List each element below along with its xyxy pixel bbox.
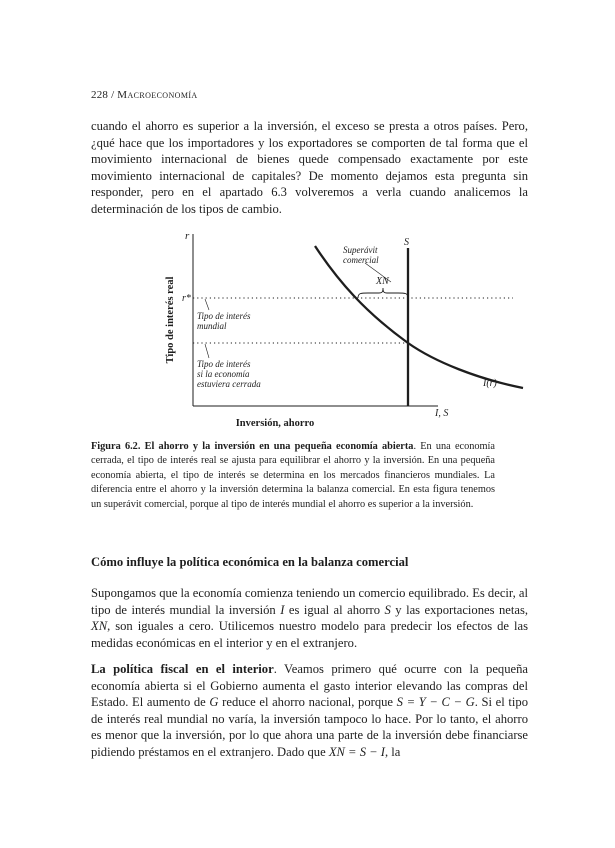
page-number: 228 [91,89,109,101]
header-separator: / [111,89,115,101]
closed-rate-label-line2: si la economía [197,369,250,379]
p2-symbol-s: S [384,602,391,617]
figure-svg [153,226,523,438]
world-rate-symbol: r* [182,293,191,304]
p3-symbol-g: G [209,695,219,710]
x-axis-label: Inversión, ahorro [235,418,315,429]
figure-caption [91,440,495,512]
p3-text-3: . Si el tipo de interés real mundial no varía, la inversión tampoco lo hace. Por lo tanto, el ahorro es menor que la inversión, por lo que ahora una parte de la inversión debe financiarse pidiendo préstamos en el extranjero. Dado que [91,695,528,759]
section-title: Cómo influye la política económica en la balanza comercial [91,555,409,569]
closed-rate-label-line3: estuviera cerrada [197,379,261,389]
p3-text-4: , la [385,744,401,759]
xn-label: XN [376,276,389,287]
p2-text-3: y las exportaciones netas, [390,602,529,617]
xn-brace [358,288,408,298]
s-curve-label: S [404,237,409,248]
p3-equation-1: S = Y − C − G [396,695,475,710]
book-title: Macroeconomía [117,89,198,101]
paragraph-2 [91,585,528,651]
closed-rate-leader [205,344,209,358]
paragraph-3 [91,661,528,761]
x-axis-symbol: I, S [435,408,449,419]
p3-text-2: reduce el ahorro nacional, porque [218,695,397,710]
p3-lead: La política fiscal en el interior [91,662,274,676]
caption-text: . En una economía cerrada, el tipo de interés real se ajusta para equilibrar el ahorro y la inversión. En una pequeña economía abierta, el tipo de interés se determina en los mercados financieros mundiales. La diferencia entre el ahorro y la inversión determina la balanza comercial. En esta figura tenemos un superávit comercial, porque al tipo de interés mundial el ahorro es superior a la inversión. [91,441,495,510]
p2-text-1: Supongamos que la economía comienza teniendo un comercio equilibrado. Es decir, al tipo de interés mundial la inversión [91,586,528,617]
investment-curve [315,246,523,388]
p2-text-2: es igual al ahorro [284,602,385,617]
caption-title: Figura 6.2. El ahorro y la inversión en una pequeña economía abierta [91,441,414,452]
surplus-label-line1: Superávit [343,245,378,255]
running-head [91,89,198,101]
surplus-label-line2: comercial [343,255,379,265]
y-axis-symbol: r [185,230,190,242]
p2-symbol-xn: XN [91,619,108,634]
world-rate-label-line2: mundial [197,321,227,331]
p3-equation-2: XN = S − I [328,744,385,759]
p2-text-4: , son iguales a cero. Utilicemos nuestro modelo para predecir los efectos de las medidas económicas en el interior y en el extranjero. [91,619,528,650]
closed-rate-label-line1: Tipo de interés [197,359,251,369]
paragraph-1: cuando el ahorro es superior a la inversión, el exceso se presta a otros países. Pero, ¿qué hace que los importadores y los exportadores se comporten de tal forma que el movimiento internacional de bienes quede compensado exactamente por este movimiento internacional de capitales? De momento dejamos esta pregunta sin responder, pero en el apartado 6.3 volveremos a verla cuando analicemos la determinación de los tipos de cambio. [91,119,528,216]
i-curve-label: I(r) [483,378,497,389]
p3-text-1: . Veamos primero qué ocurre con la pequeña economía abierta si el Gobierno aumenta el gasto interior elevando las compras del Estado. El aumento de [91,662,528,710]
p2-symbol-i: I [280,602,285,617]
world-rate-leader [205,299,209,310]
figure-6-2 [153,226,523,438]
y-axis-label: Tipo de interés real [165,276,176,364]
world-rate-label-line1: Tipo de interés [197,311,251,321]
